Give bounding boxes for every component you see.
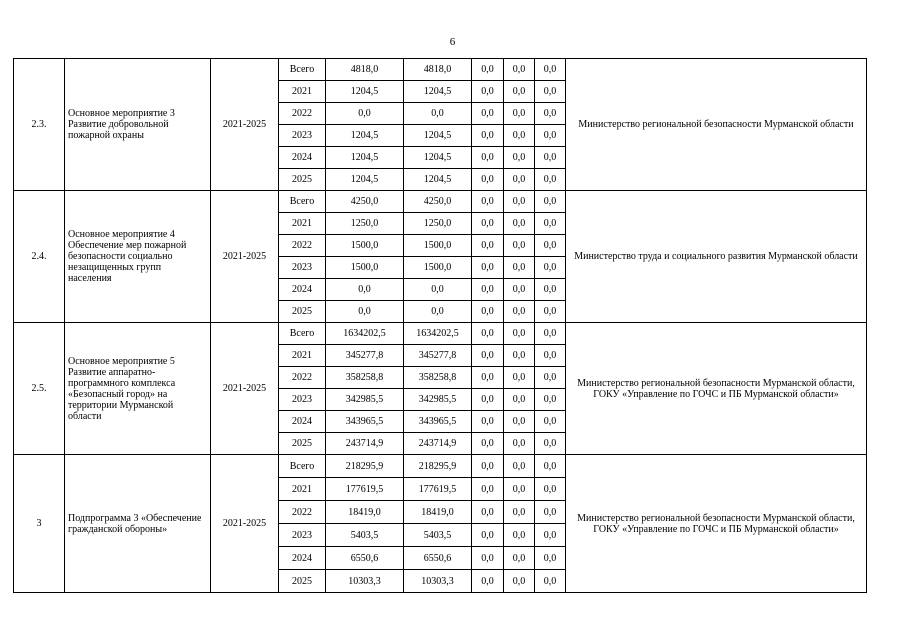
year-cell: 2023 xyxy=(279,389,326,411)
value-cell: 0,0 xyxy=(535,323,566,345)
value-cell: 0,0 xyxy=(535,301,566,323)
value-cell: 0,0 xyxy=(472,547,504,570)
value-cell: 0,0 xyxy=(472,125,504,147)
year-cell: 2024 xyxy=(279,147,326,169)
regional-budget-cell: 10303,3 xyxy=(404,570,472,593)
value-cell: 0,0 xyxy=(472,257,504,279)
value-cell: 0,0 xyxy=(535,59,566,81)
total-cell: 243714,9 xyxy=(326,433,404,455)
regional-budget-cell: 6550,6 xyxy=(404,547,472,570)
year-cell: 2024 xyxy=(279,411,326,433)
year-cell: 2021 xyxy=(279,478,326,501)
value-cell: 0,0 xyxy=(535,257,566,279)
value-cell: 0,0 xyxy=(535,235,566,257)
regional-budget-cell: 1204,5 xyxy=(404,147,472,169)
value-cell: 0,0 xyxy=(472,411,504,433)
regional-budget-cell: 345277,8 xyxy=(404,345,472,367)
total-cell: 1500,0 xyxy=(326,235,404,257)
regional-budget-cell: 4818,0 xyxy=(404,59,472,81)
regional-budget-cell: 1204,5 xyxy=(404,169,472,191)
total-cell: 177619,5 xyxy=(326,478,404,501)
year-cell: 2023 xyxy=(279,125,326,147)
year-cell: 2025 xyxy=(279,169,326,191)
section-number: 2.4. xyxy=(14,191,65,323)
value-cell: 0,0 xyxy=(504,367,535,389)
year-cell: Всего xyxy=(279,455,326,478)
value-cell: 0,0 xyxy=(504,301,535,323)
period-cell: 2021-2025 xyxy=(211,59,279,191)
value-cell: 0,0 xyxy=(504,345,535,367)
year-cell: Всего xyxy=(279,323,326,345)
regional-budget-cell: 342985,5 xyxy=(404,389,472,411)
table-row xyxy=(14,455,867,478)
value-cell: 0,0 xyxy=(535,367,566,389)
value-cell: 0,0 xyxy=(472,323,504,345)
regional-budget-cell: 1500,0 xyxy=(404,235,472,257)
year-cell: 2022 xyxy=(279,235,326,257)
year-cell: 2023 xyxy=(279,257,326,279)
value-cell: 0,0 xyxy=(472,147,504,169)
regional-budget-cell: 1634202,5 xyxy=(404,323,472,345)
regional-budget-cell: 177619,5 xyxy=(404,478,472,501)
section-number: 3 xyxy=(14,455,65,593)
value-cell: 0,0 xyxy=(504,81,535,103)
regional-budget-cell: 5403,5 xyxy=(404,524,472,547)
total-cell: 1634202,5 xyxy=(326,323,404,345)
total-cell: 5403,5 xyxy=(326,524,404,547)
value-cell: 0,0 xyxy=(472,501,504,524)
value-cell: 0,0 xyxy=(472,279,504,301)
regional-budget-cell: 4250,0 xyxy=(404,191,472,213)
total-cell: 218295,9 xyxy=(326,455,404,478)
value-cell: 0,0 xyxy=(535,411,566,433)
section-number: 2.3. xyxy=(14,59,65,191)
value-cell: 0,0 xyxy=(535,279,566,301)
value-cell: 0,0 xyxy=(472,524,504,547)
total-cell: 1204,5 xyxy=(326,125,404,147)
value-cell: 0,0 xyxy=(472,570,504,593)
regional-budget-cell: 0,0 xyxy=(404,103,472,125)
value-cell: 0,0 xyxy=(504,279,535,301)
value-cell: 0,0 xyxy=(504,478,535,501)
activity-name: Основное мероприятие 5 Развитие аппаратно-программного комплекса «Безопасный город» на территории Мурманской области xyxy=(65,323,211,455)
value-cell: 0,0 xyxy=(472,345,504,367)
executor-cell: Министерство региональной безопасности Мурманской области, ГОКУ «Управление по ГОЧС и ПБ Мурманской области» xyxy=(566,455,867,593)
year-cell: 2025 xyxy=(279,433,326,455)
value-cell: 0,0 xyxy=(535,570,566,593)
value-cell: 0,0 xyxy=(472,213,504,235)
year-cell: 2025 xyxy=(279,570,326,593)
value-cell: 0,0 xyxy=(472,235,504,257)
regional-budget-cell: 1204,5 xyxy=(404,81,472,103)
executor-cell: Министерство региональной безопасности Мурманской области xyxy=(566,59,867,191)
value-cell: 0,0 xyxy=(472,389,504,411)
total-cell: 10303,3 xyxy=(326,570,404,593)
value-cell: 0,0 xyxy=(504,455,535,478)
value-cell: 0,0 xyxy=(535,345,566,367)
value-cell: 0,0 xyxy=(504,547,535,570)
total-cell: 4818,0 xyxy=(326,59,404,81)
total-cell: 1250,0 xyxy=(326,213,404,235)
section-number: 2.5. xyxy=(14,323,65,455)
total-cell: 345277,8 xyxy=(326,345,404,367)
value-cell: 0,0 xyxy=(504,570,535,593)
regional-budget-cell: 1250,0 xyxy=(404,213,472,235)
regional-budget-cell: 0,0 xyxy=(404,301,472,323)
regional-budget-cell: 218295,9 xyxy=(404,455,472,478)
year-cell: 2021 xyxy=(279,81,326,103)
value-cell: 0,0 xyxy=(472,191,504,213)
value-cell: 0,0 xyxy=(472,169,504,191)
value-cell: 0,0 xyxy=(535,169,566,191)
value-cell: 0,0 xyxy=(535,389,566,411)
value-cell: 0,0 xyxy=(535,547,566,570)
total-cell: 1204,5 xyxy=(326,81,404,103)
value-cell: 0,0 xyxy=(504,323,535,345)
year-cell: 2023 xyxy=(279,524,326,547)
year-cell: 2022 xyxy=(279,367,326,389)
value-cell: 0,0 xyxy=(535,81,566,103)
value-cell: 0,0 xyxy=(472,59,504,81)
value-cell: 0,0 xyxy=(535,191,566,213)
year-cell: Всего xyxy=(279,59,326,81)
value-cell: 0,0 xyxy=(472,301,504,323)
activity-name: Основное мероприятие 3 Развитие добровольной пожарной охраны xyxy=(65,59,211,191)
regional-budget-cell: 343965,5 xyxy=(404,411,472,433)
value-cell: 0,0 xyxy=(535,213,566,235)
total-cell: 4250,0 xyxy=(326,191,404,213)
page-number: 6 xyxy=(449,36,456,48)
value-cell: 0,0 xyxy=(472,103,504,125)
regional-budget-cell: 243714,9 xyxy=(404,433,472,455)
total-cell: 343965,5 xyxy=(326,411,404,433)
period-cell: 2021-2025 xyxy=(211,323,279,455)
year-cell: 2024 xyxy=(279,279,326,301)
table-row xyxy=(14,191,867,213)
value-cell: 0,0 xyxy=(504,235,535,257)
total-cell: 1500,0 xyxy=(326,257,404,279)
total-cell: 0,0 xyxy=(326,279,404,301)
total-cell: 1204,5 xyxy=(326,169,404,191)
executor-cell: Министерство труда и социального развития Мурманской области xyxy=(566,191,867,323)
value-cell: 0,0 xyxy=(504,213,535,235)
value-cell: 0,0 xyxy=(504,389,535,411)
value-cell: 0,0 xyxy=(535,103,566,125)
total-cell: 0,0 xyxy=(326,103,404,125)
regional-budget-cell: 358258,8 xyxy=(404,367,472,389)
total-cell: 6550,6 xyxy=(326,547,404,570)
value-cell: 0,0 xyxy=(504,411,535,433)
value-cell: 0,0 xyxy=(504,433,535,455)
year-cell: 2022 xyxy=(279,103,326,125)
value-cell: 0,0 xyxy=(472,81,504,103)
value-cell: 0,0 xyxy=(504,59,535,81)
value-cell: 0,0 xyxy=(535,524,566,547)
total-cell: 358258,8 xyxy=(326,367,404,389)
value-cell: 0,0 xyxy=(504,191,535,213)
total-cell: 18419,0 xyxy=(326,501,404,524)
regional-budget-cell: 1204,5 xyxy=(404,125,472,147)
value-cell: 0,0 xyxy=(535,433,566,455)
year-cell: 2021 xyxy=(279,345,326,367)
year-cell: Всего xyxy=(279,191,326,213)
regional-budget-cell: 18419,0 xyxy=(404,501,472,524)
year-cell: 2021 xyxy=(279,213,326,235)
table-row xyxy=(14,59,867,81)
activity-name: Подпрограмма 3 «Обеспечение гражданской обороны» xyxy=(65,455,211,593)
value-cell: 0,0 xyxy=(472,433,504,455)
activity-name: Основное мероприятие 4 Обеспечение мер пожарной безопасности социально незащищенных групп населения xyxy=(65,191,211,323)
value-cell: 0,0 xyxy=(504,524,535,547)
value-cell: 0,0 xyxy=(504,103,535,125)
total-cell: 342985,5 xyxy=(326,389,404,411)
table-row xyxy=(14,323,867,345)
value-cell: 0,0 xyxy=(535,147,566,169)
total-cell: 1204,5 xyxy=(326,147,404,169)
value-cell: 0,0 xyxy=(472,455,504,478)
value-cell: 0,0 xyxy=(535,478,566,501)
regional-budget-cell: 1500,0 xyxy=(404,257,472,279)
value-cell: 0,0 xyxy=(472,367,504,389)
period-cell: 2021-2025 xyxy=(211,191,279,323)
value-cell: 0,0 xyxy=(504,125,535,147)
value-cell: 0,0 xyxy=(504,147,535,169)
program-table xyxy=(13,58,867,593)
year-cell: 2022 xyxy=(279,501,326,524)
value-cell: 0,0 xyxy=(504,257,535,279)
value-cell: 0,0 xyxy=(535,501,566,524)
value-cell: 0,0 xyxy=(472,478,504,501)
regional-budget-cell: 0,0 xyxy=(404,279,472,301)
value-cell: 0,0 xyxy=(504,501,535,524)
total-cell: 0,0 xyxy=(326,301,404,323)
year-cell: 2024 xyxy=(279,547,326,570)
executor-cell: Министерство региональной безопасности Мурманской области, ГОКУ «Управление по ГОЧС и ПБ Мурманской области» xyxy=(566,323,867,455)
value-cell: 0,0 xyxy=(504,169,535,191)
year-cell: 2025 xyxy=(279,301,326,323)
value-cell: 0,0 xyxy=(535,125,566,147)
period-cell: 2021-2025 xyxy=(211,455,279,593)
value-cell: 0,0 xyxy=(535,455,566,478)
